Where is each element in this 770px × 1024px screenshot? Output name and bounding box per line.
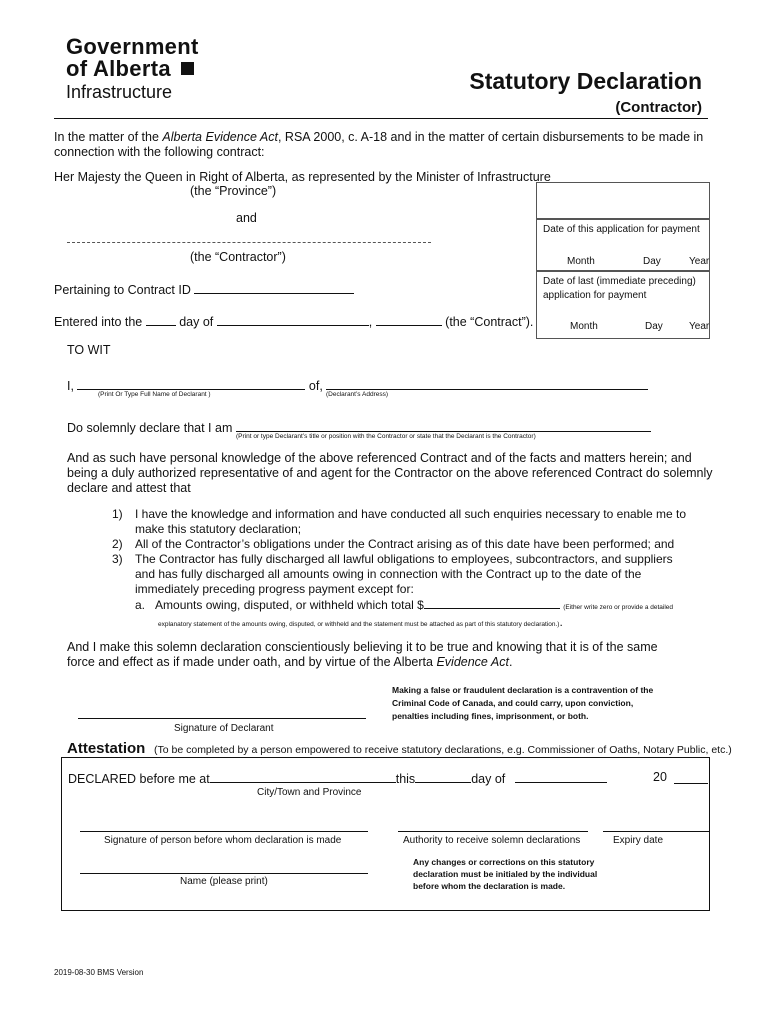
address-hint: (Declarant’s Address) [326,391,389,398]
city-field[interactable] [210,770,396,783]
attest-year-field[interactable] [674,783,708,784]
declarant-position-field[interactable] [236,419,651,432]
last-date-label: Date of last (immediate preceding) [543,276,696,287]
declarant-line: I, of, [67,377,648,393]
logo-line-2: of Alberta [66,56,171,81]
item-1-number: 1) [112,507,123,521]
intro-text: In the matter of the Alberta Evidence Act, RSA 2000, c. A-18 and in the matter of certain disbursements to be made in [54,130,704,144]
solemn-line-2: force and effect as if made under oath, and by virtue of the Alberta Evidence Act. [67,655,513,669]
last-date-box[interactable] [536,270,710,339]
item-3-number: 3) [112,552,123,566]
item-1-text: I have the knowledge and information and have conducted all such enquiries necessary to enable me to [135,507,687,521]
current-year-label: Year [689,256,710,267]
last-day-label: Day [645,321,663,332]
current-date-label: Date of this application for payment [543,224,700,235]
warning-line-1: Making a false or fraudulent declaration is a contravention of the [392,685,654,695]
changes-note-1: Any changes or corrections on this statutory [413,857,595,867]
attestation-title: Attestation [67,740,146,757]
contractor-label: (the “Contractor”) [190,250,286,264]
item-3a-note: explanatory statement of the amounts owing, disputed, or withheld and the statement must be attached as part of this statutory declaration.). [158,615,563,629]
warning-line-2: Criminal Code of Canada, and could carry, upon conviction, [392,698,634,708]
authority-field[interactable] [398,831,588,832]
province-party: Her Majesty the Queen in Right of Alberta, as represented by the Minister of Infrastructure [54,170,551,184]
government-logo [66,36,199,104]
current-day-label: Day [643,256,661,267]
last-date-label-2: application for payment [543,290,647,301]
amount-owing-field[interactable] [424,597,560,609]
changes-note-2: declaration must be initialed by the individual [413,869,598,879]
declarant-signature-field[interactable] [78,718,366,719]
declarant-name-field[interactable] [77,377,305,390]
attestation-note: (To be completed by a person empowered to receive statutory declarations, e.g. Commissioner of Oaths, Notary Public, etc.) [154,744,732,756]
header-rule [54,118,708,119]
last-year-label: Year [689,321,710,332]
version-footer: 2019-08-30 BMS Version [54,968,144,977]
contractor-name-field[interactable] [67,242,431,243]
knowledge-line-2: being a duly authorized representative of and agent for the Contractor on the above referenced Contract do solemnly [67,466,713,480]
item-3-text: The Contractor has fully discharged all lawful obligations to employees, subcontractors, and suppliers [135,552,673,566]
name-hint: (Print Or Type Full Name of Declarant ) [98,391,211,398]
item-3-text-3: immediately preceding progress payment except for: [135,582,414,596]
contract-id-field[interactable] [194,281,354,294]
declarant-signature-label: Signature of Declarant [174,723,274,734]
last-month-label: Month [570,321,598,332]
year-prefix: 20 [653,770,667,784]
position-hint: (Print or type Declarant’s title or position with the Contractor or state that the Declarant is the Contractor) [236,433,536,440]
to-wit-label: TO WIT [67,343,111,357]
attest-day-field[interactable] [415,770,471,783]
knowledge-line-3: declare and attest that [67,481,191,495]
solemn-line-1: And I make this solemn declaration conscientiously believing it to be true and knowing that it is of the same [67,640,658,654]
entered-month-field[interactable] [217,313,369,326]
knowledge-line-1: And as such have personal knowledge of the above referenced Contract and of the facts and matters herein; and [67,451,692,465]
attestation-box [61,757,710,911]
item-1-text-2: make this statutory declaration; [135,522,302,536]
declared-before-line: DECLARED before me at this day of [68,770,607,786]
item-3-text-2: and has fully discharged all amounts owing in connection with the Contract up to the date of the [135,567,642,581]
declare-position-line: Do solemnly declare that I am [67,419,651,435]
intro-text-line2: connection with the following contract: [54,145,265,159]
entered-day-field[interactable] [146,313,176,326]
logo-square-icon [181,62,194,75]
item-3a-line: a. Amounts owing, disputed, or withheld which total $ (Either write zero or provide a detailed [135,598,674,612]
warning-line-3: penalties including fines, imprisonment, or both. [392,711,589,721]
page-title: Statutory Declaration [469,68,702,94]
current-month-label: Month [567,256,595,267]
expiry-label: Expiry date [613,835,664,846]
logo-line-1: Government [66,34,199,59]
entered-year-field[interactable] [376,313,442,326]
city-label: City/Town and Province [257,787,362,798]
item-2-number: 2) [112,537,123,551]
changes-note-3: before whom the declaration is made. [413,881,566,891]
province-label: (the “Province”) [190,184,277,198]
logo-department: Infrastructure [66,82,173,102]
expiry-date-field[interactable] [603,831,709,832]
current-date-box[interactable] [536,218,710,272]
date-blank-box [536,182,710,220]
and-label: and [236,211,257,225]
commissioner-name-field[interactable] [80,873,368,874]
commissioner-name-label: Name (please print) [180,876,268,887]
contract-id-line: Pertaining to Contract ID [54,281,354,297]
entered-into-line: Entered into the day of , (the “Contract”). [54,315,534,329]
item-2-text: All of the Contractor’s obligations under the Contract arising as of this date have been performed; and [135,537,675,551]
commissioner-signature-field[interactable] [80,831,368,832]
attest-month-field[interactable] [515,770,607,783]
page-subtitle: (Contractor) [615,99,702,116]
declarant-address-field[interactable] [326,377,648,390]
authority-label: Authority to receive solemn declarations [403,835,581,846]
commissioner-signature-label: Signature of person before whom declaration is made [104,835,342,846]
